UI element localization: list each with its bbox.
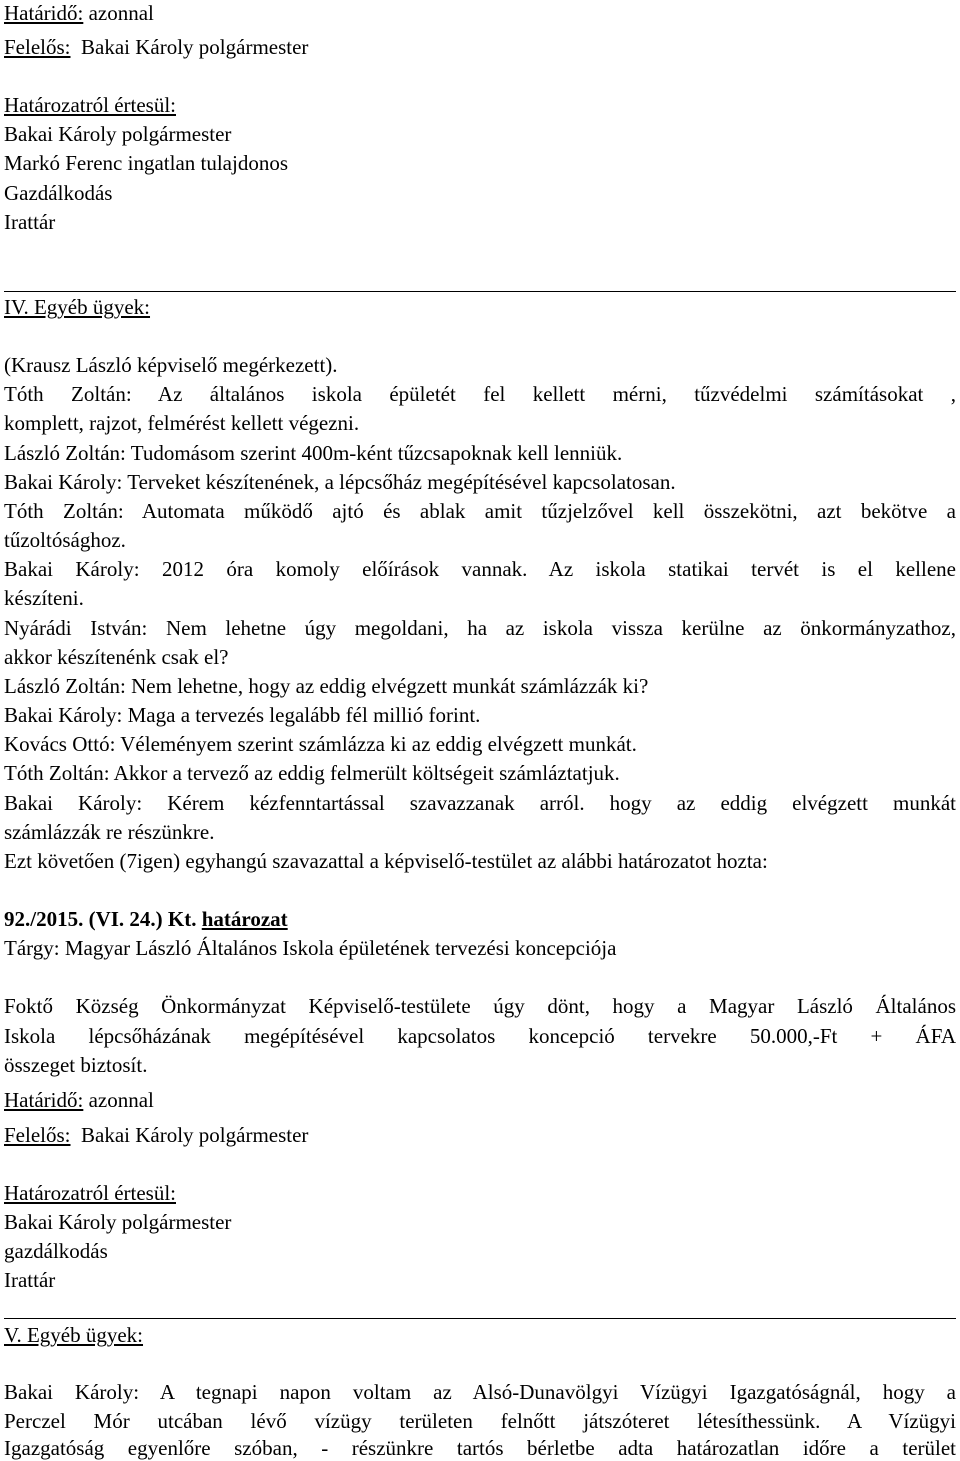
resolution-subject: Tárgy: Magyar László Általános Iskola épületének tervezési koncepciója bbox=[4, 936, 617, 960]
resolution-word: határozat bbox=[201, 907, 288, 931]
notify-label: Határozatról értesül: bbox=[4, 93, 176, 117]
paragraph-line: Perczel Mór utcában lévő vízügy területen felnőtt játszóteret létesíthessünk. A Vízügyi bbox=[4, 1409, 956, 1433]
resolution-body-line: Foktő Község Önkormányzat Képviselő-testülete úgy dönt, hogy a Magyar László Általános bbox=[4, 994, 956, 1018]
deadline-label: Határidő: bbox=[4, 1, 84, 25]
recipient: Bakai Károly polgármester bbox=[4, 122, 232, 146]
recipient: gazdálkodás bbox=[4, 1239, 108, 1263]
section-heading: V. Egyéb ügyek: bbox=[4, 1323, 144, 1347]
paragraph-line: László Zoltán: Tudomásom szerint 400m-ként tűzcsapoknak kell lenniük. bbox=[4, 441, 623, 465]
deadline-line bbox=[4, 1087, 154, 1113]
resolution-number: 92./2015. (VI. 24.) Kt. bbox=[4, 907, 197, 931]
responsible-value: Bakai Károly polgármester bbox=[81, 1123, 309, 1147]
paragraph-line: tűzoltósághoz. bbox=[4, 528, 126, 552]
paragraph-line: Ezt követően (7igen) egyhangú szavazattal a képviselő-testület az alábbi határozatot hozta: bbox=[4, 849, 768, 873]
deadline-value: azonnal bbox=[88, 1, 154, 25]
paragraph-line: Bakai Károly: 2012 óra komoly előírások vannak. Az iskola statikai tervét is el kellene bbox=[4, 557, 956, 581]
paragraph-line: Tóth Zoltán: Automata működő ajtó és ablak amit tűzjelzővel kell összekötni, azt bekötve a bbox=[4, 499, 956, 523]
deadline-value: azonnal bbox=[88, 1088, 154, 1112]
paragraph-line: Igazgatóság egyenlőre szóban, - részünkre tartós bérletbe adta határozatlan időre a terület bbox=[4, 1436, 956, 1460]
paragraph-line: Tóth Zoltán: Akkor a tervező az eddig felmerült költségeit számláztatjuk. bbox=[4, 761, 620, 785]
paragraph-line: Bakai Károly: Terveket készítenének, a lépcsőház megépítésével kapcsolatosan. bbox=[4, 470, 676, 494]
recipient: Irattár bbox=[4, 1268, 56, 1292]
paragraph-line: komplett, rajzot, felmérést kellett végezni. bbox=[4, 411, 360, 435]
paragraph-line: akkor készítenénk csak el? bbox=[4, 645, 229, 669]
recipient: Bakai Károly polgármester bbox=[4, 1210, 232, 1234]
section-divider bbox=[4, 1318, 956, 1319]
paragraph-line: készíteni. bbox=[4, 586, 84, 610]
recipient: Irattár bbox=[4, 210, 56, 234]
paragraph-line: Kovács Ottó: Véleményem szerint számlázza ki az eddig elvégzett munkát. bbox=[4, 732, 637, 756]
responsible-line bbox=[4, 1122, 308, 1148]
paragraph-line: Tóth Zoltán: Az általános iskola épületét fel kellett mérni, tűzvédelmi számításokat , bbox=[4, 382, 956, 406]
responsible-label: Felelős: bbox=[4, 35, 71, 59]
notify-label: Határozatról értesül: bbox=[4, 1181, 176, 1205]
paragraph-line: Bakai Károly: Maga a tervezés legalább fél millió forint. bbox=[4, 703, 481, 727]
recipient: Markó Ferenc ingatlan tulajdonos bbox=[4, 151, 289, 175]
responsible-value: Bakai Károly polgármester bbox=[81, 35, 309, 59]
paragraph-line: László Zoltán: Nem lehetne, hogy az eddig elvégzett munkát számlázzák ki? bbox=[4, 674, 649, 698]
paragraph-line: számlázzák re részünkre. bbox=[4, 820, 215, 844]
resolution-body-line: Iskola lépcsőházának megépítésével kapcsolatos koncepció tervekre 50.000,-Ft + ÁFA bbox=[4, 1024, 956, 1048]
responsible-line bbox=[4, 34, 308, 60]
resolution-title bbox=[4, 906, 288, 932]
section-divider bbox=[4, 291, 956, 292]
paragraph-line: (Krausz László képviselő megérkezett). bbox=[4, 353, 338, 377]
deadline-label: Határidő: bbox=[4, 1088, 84, 1112]
recipient: Gazdálkodás bbox=[4, 181, 113, 205]
resolution-body-line: összeget biztosít. bbox=[4, 1053, 148, 1077]
paragraph-line: Bakai Károly: Kérem kézfenntartással szavazzanak arról. hogy az eddig elvégzett munkát bbox=[4, 791, 956, 815]
deadline-line bbox=[4, 0, 154, 26]
section-heading: IV. Egyéb ügyek: bbox=[4, 295, 151, 319]
paragraph-line: Nyárádi István: Nem lehetne úgy megoldani, ha az iskola vissza kerülne az önkormányzathoz, bbox=[4, 616, 956, 640]
paragraph-line: Bakai Károly: A tegnapi napon voltam az Alsó-Dunavölgyi Vízügyi Igazgatóságnál, hogy a bbox=[4, 1380, 956, 1404]
responsible-label: Felelős: bbox=[4, 1123, 71, 1147]
